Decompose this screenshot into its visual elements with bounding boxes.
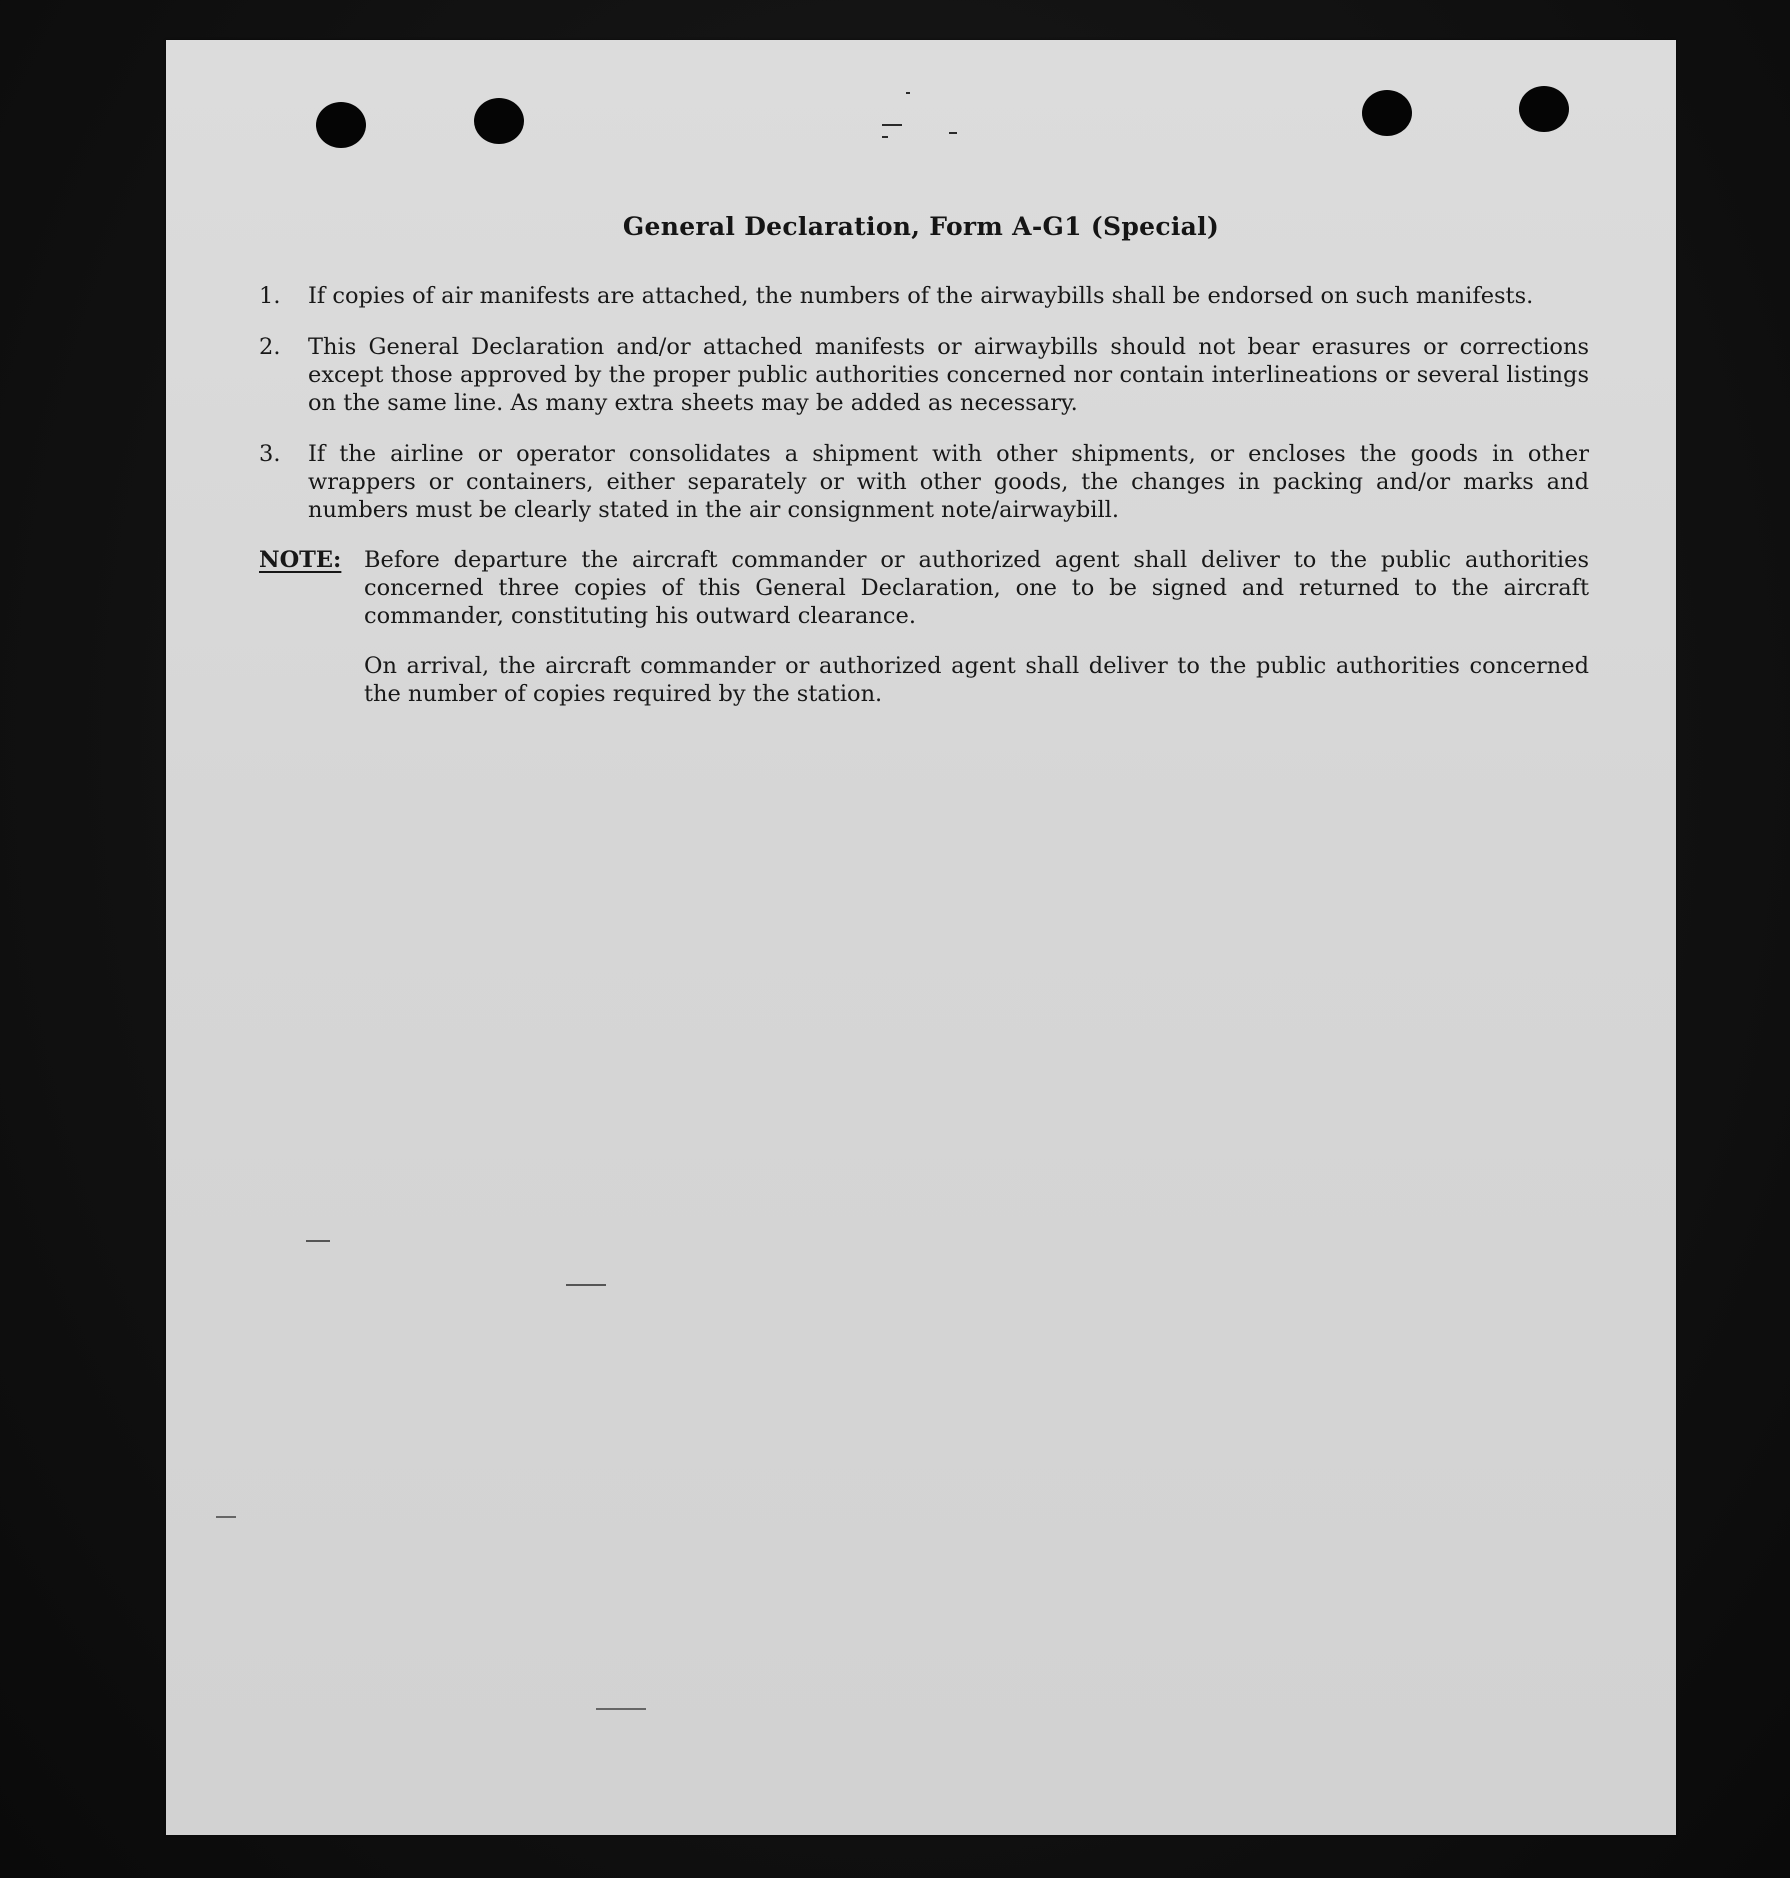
note-block — [259, 546, 1589, 630]
punch-hole — [474, 98, 524, 144]
item-text: This General Declaration and/or attached manifests or airwaybills should not bear erasures or corrections except those approved by the proper public authorities concerned nor contain interlineations or several listings on the same line. As many extra sheets may be added as necessary. — [308, 334, 1589, 416]
punch-hole — [1519, 86, 1569, 132]
list-item — [259, 440, 1589, 524]
document-title: General Declaration, Form A-G1 (Special) — [622, 212, 1220, 241]
list-item — [259, 333, 1589, 417]
note-paragraph: Before departure the aircraft commander or authorized agent shall deliver to the public authorities concerned three copies of this General Declaration, one to be signed and returned to the aircraft commander, constituting his outward clearance. — [364, 547, 1589, 629]
scan-speck — [216, 1516, 236, 1518]
document-page — [166, 40, 1676, 1835]
scan-speck — [882, 124, 902, 126]
scan-speck — [949, 132, 957, 134]
scan-speck — [906, 92, 910, 94]
scan-speck — [306, 1240, 330, 1242]
item-number: 1. — [259, 283, 281, 309]
punch-hole — [1362, 90, 1412, 136]
scan-speck — [882, 136, 888, 138]
item-number: 3. — [259, 441, 281, 467]
note-label: NOTE: — [259, 547, 342, 573]
punch-hole — [316, 102, 366, 148]
item-text: If copies of air manifests are attached, the numbers of the airwaybills shall be endorsed on such manifests. — [308, 283, 1534, 309]
item-text: If the airline or operator consolidates a shipment with other shipments, or encloses the goods in other wrappers or containers, either separately or with other goods, the changes in packing and/or marks and numbers must be clearly stated in the air consignment note/airwaybill. — [308, 441, 1589, 523]
list-item — [259, 282, 1589, 310]
item-number: 2. — [259, 334, 281, 360]
note-paragraph: On arrival, the aircraft commander or authorized agent shall deliver to the public authorities concerned the number of copies required by the station. — [364, 653, 1589, 707]
scan-speck — [566, 1284, 606, 1286]
scan-speck — [596, 1708, 646, 1710]
